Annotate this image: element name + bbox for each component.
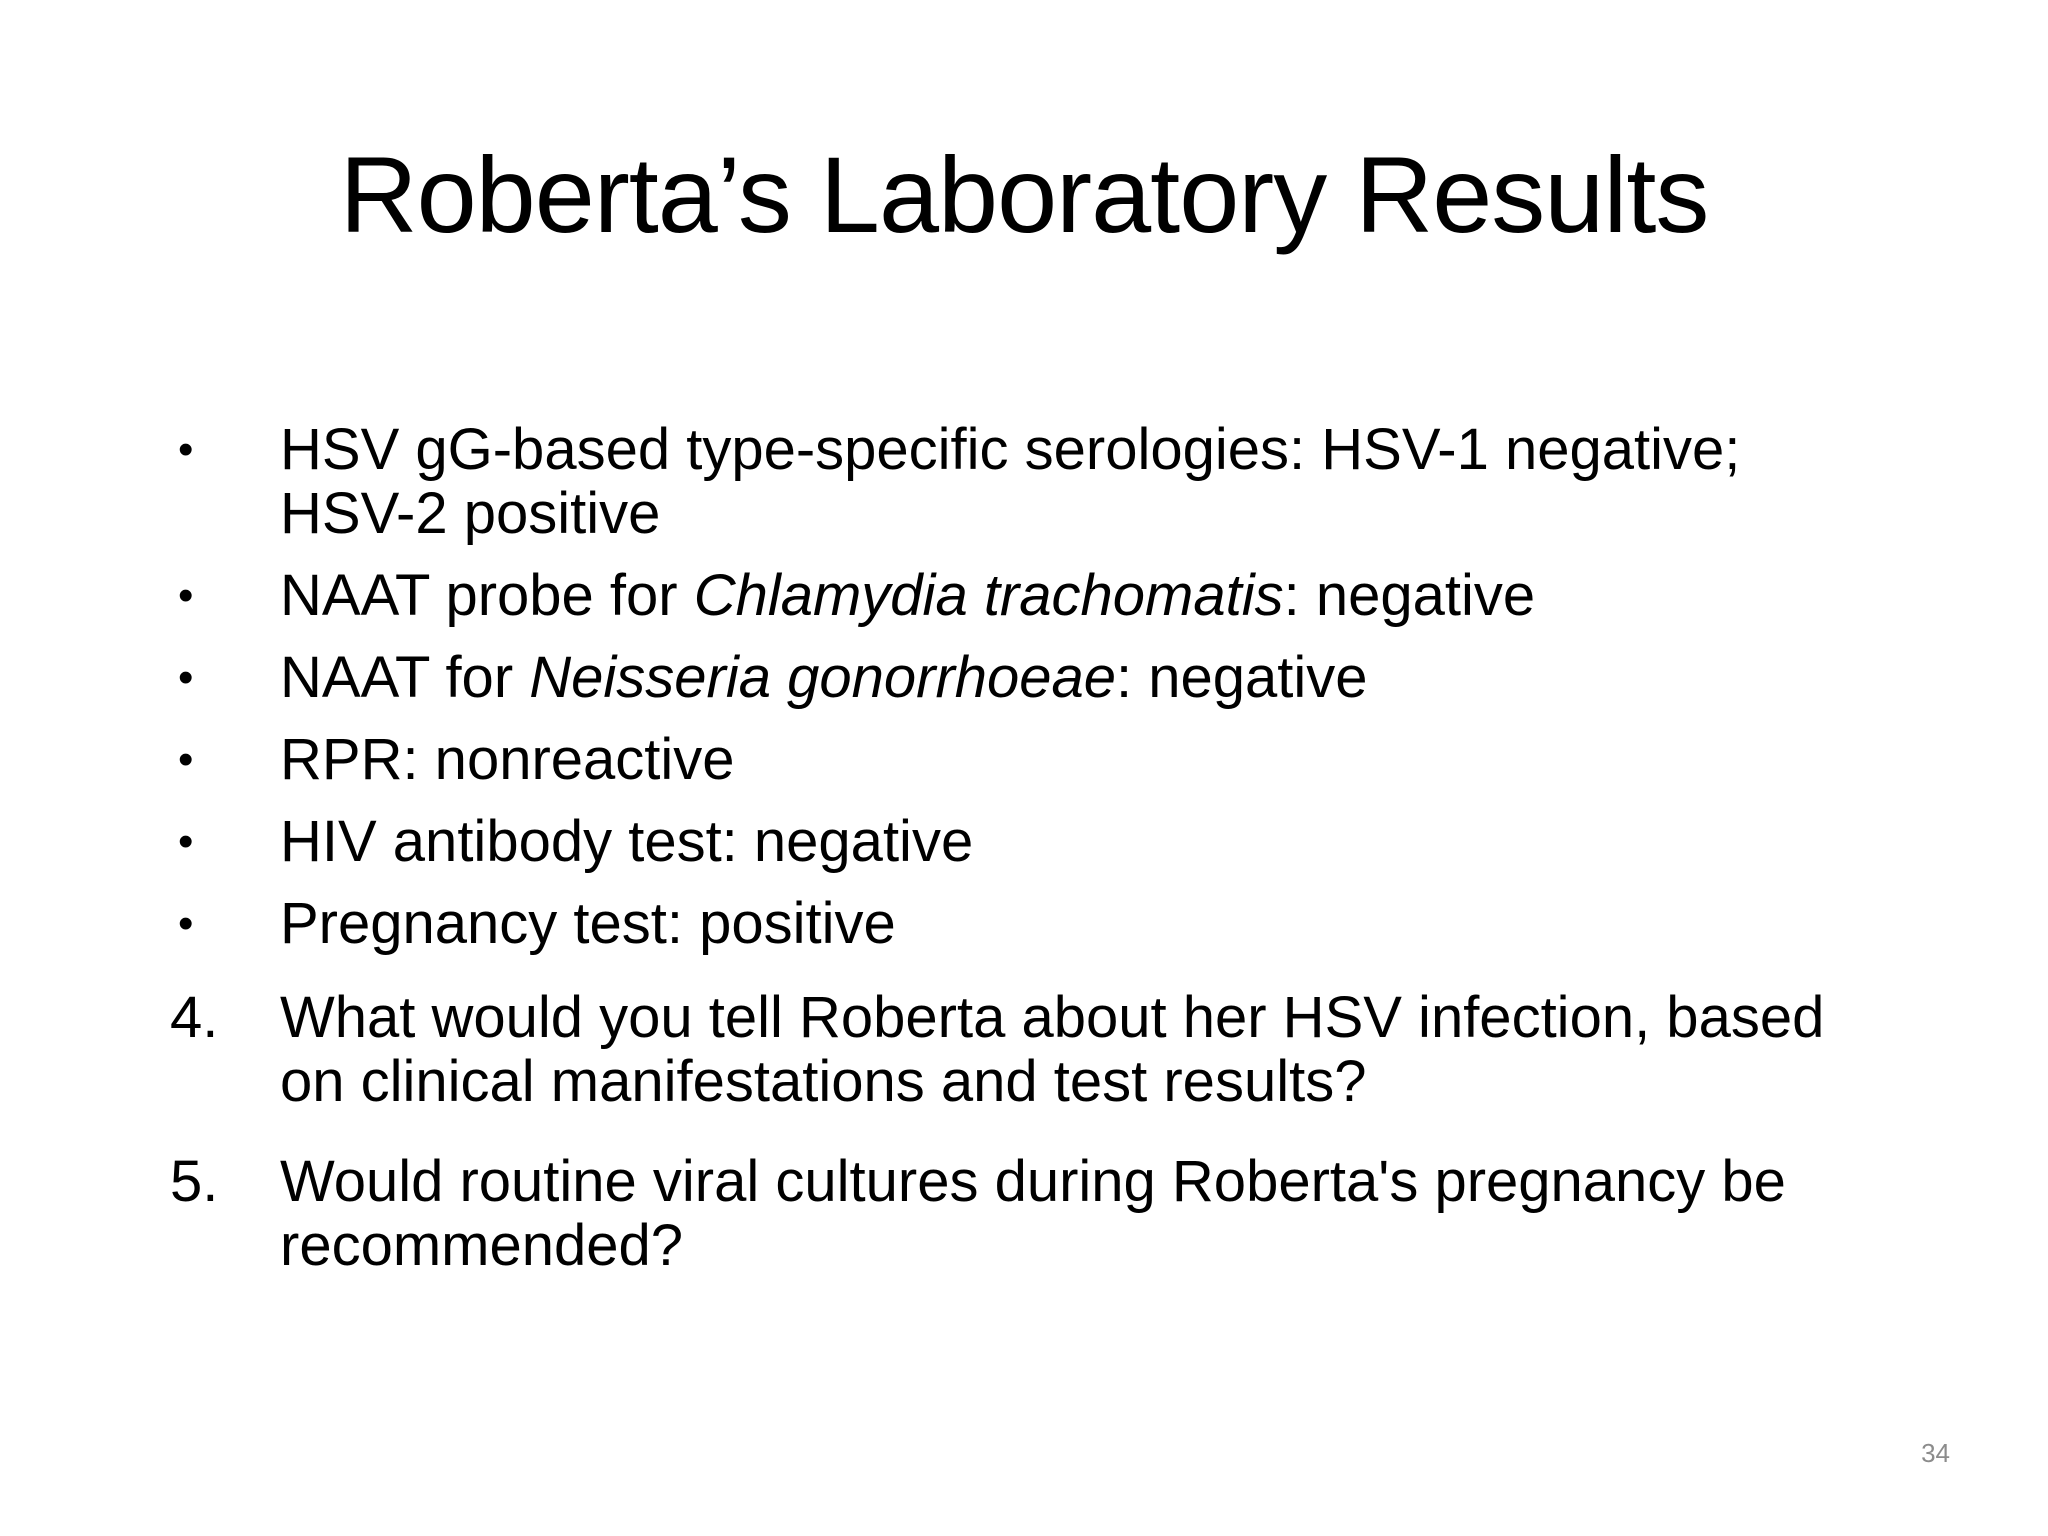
list-item-text-tail: : negative xyxy=(1283,563,1536,628)
list-item-text: Pregnancy test: positive xyxy=(280,891,896,956)
list-item-text: HIV antibody test: negative xyxy=(280,809,974,874)
question-item xyxy=(170,986,1890,1114)
question-text: Would routine viral cultures during Roberta's pregnancy be recommended? xyxy=(280,1149,1786,1278)
list-item-text: HSV gG-based type-specific serologies: HSV-1 negative; HSV-2 positive xyxy=(280,417,1741,546)
list-item xyxy=(170,810,1890,874)
bullet-marker: • xyxy=(178,653,194,702)
question-number: 4. xyxy=(170,985,219,1050)
bullet-marker: • xyxy=(178,571,194,620)
list-item xyxy=(170,564,1890,628)
list-item-italic-text: Neisseria gonorrhoeae xyxy=(529,645,1117,710)
list-item xyxy=(170,892,1890,956)
page-number: 34 xyxy=(1921,1438,1950,1468)
question-number: 5. xyxy=(170,1149,219,1214)
list-item-italic-text: Chlamydia trachomatis xyxy=(693,563,1284,628)
list-item-text-tail: : negative xyxy=(1116,645,1368,710)
list-item-text: RPR: nonreactive xyxy=(280,727,735,792)
list-item xyxy=(170,646,1890,710)
bullet-marker: • xyxy=(178,899,194,948)
bullet-marker: • xyxy=(178,817,194,866)
list-item xyxy=(170,418,1890,546)
list-item-text: NAAT probe for xyxy=(280,563,694,628)
question-text: What would you tell Roberta about her HSV infection, based on clinical manifestations and test results? xyxy=(280,985,1825,1114)
slide-title: Roberta’s Laboratory Results xyxy=(339,134,1709,255)
bullet-marker: • xyxy=(178,735,194,784)
bullet-marker: • xyxy=(178,425,194,474)
question-item xyxy=(170,1150,1890,1278)
slide-content xyxy=(170,418,1890,1296)
list-item xyxy=(170,728,1890,792)
list-item-text: NAAT for xyxy=(280,645,530,710)
